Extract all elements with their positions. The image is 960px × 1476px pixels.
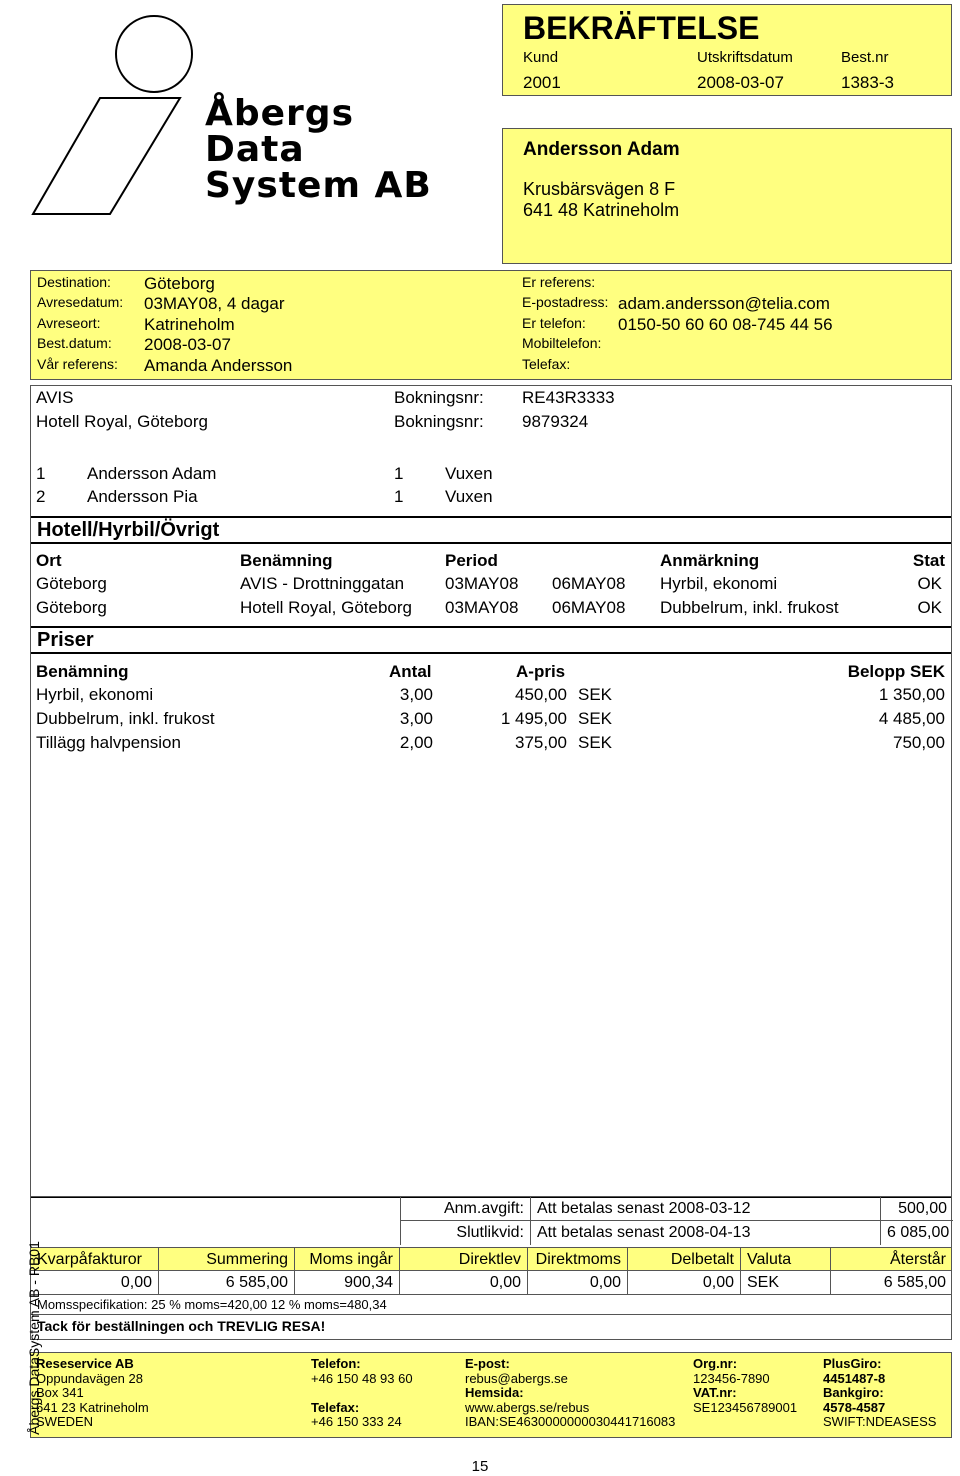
logo-line-3: System AB [205, 165, 432, 206]
logo-line-2: Data [205, 129, 305, 170]
your-phone-label: Er telefon: [522, 315, 586, 331]
side-footer-text: Åbergs DataSystem AB - RB01 [26, 1241, 42, 1435]
cell-apris: 375,00 [515, 733, 567, 752]
destination-value: Göteborg [144, 274, 215, 293]
col-benamning: Benämning [36, 662, 129, 681]
cell-stat: OK [917, 574, 942, 593]
travel-info [30, 270, 952, 380]
summary-direktmoms: 0,00 [528, 1271, 628, 1295]
cell-apris: 450,00 [515, 685, 567, 704]
fax-label: Telefax: [311, 1399, 360, 1415]
booking-number-label: Bokningsnr: [394, 388, 484, 407]
company-email[interactable]: rebus@abergs.se [465, 1370, 568, 1386]
company-website[interactable]: www.abergs.se/rebus [465, 1399, 590, 1415]
logo-line-1: Åbergs [205, 93, 354, 134]
cell-benamning: Dubbelrum, inkl. frukost [36, 709, 215, 728]
summary-direktlev: 0,00 [400, 1271, 528, 1295]
final-label: Slutlikvid: [401, 1221, 531, 1245]
cell-belopp: 750,00 [893, 733, 945, 752]
booking-number: RE43R3333 [522, 388, 615, 407]
cell-benamning: Hotell Royal, Göteborg [240, 598, 412, 617]
destination-label: Destination: [37, 274, 111, 290]
col-stat: Stat [912, 551, 945, 570]
traveler-number: 1 [36, 464, 46, 483]
plusgiro-label: PlusGiro: [823, 1356, 882, 1371]
col-belopp: Belopp SEK [847, 662, 945, 681]
website-label: Hemsida: [465, 1385, 524, 1400]
cell-ort: Göteborg [36, 574, 107, 593]
col-ort: Ort [36, 551, 62, 570]
table-row [31, 685, 951, 709]
traveler-row [31, 487, 951, 511]
summary-head-aterstar: Återstår [889, 1251, 946, 1268]
traveler-type: Vuxen [445, 464, 493, 483]
totals-footer [30, 1196, 952, 1340]
booking-row [31, 388, 951, 412]
col-antal: Antal [389, 662, 432, 681]
order-date-value: 2008-03-07 [144, 335, 231, 354]
summary-summering: 6 585,00 [159, 1271, 295, 1295]
traveler-name: Andersson Pia [87, 487, 198, 506]
traveler-row [31, 464, 951, 488]
company-name: Reseservice AB [36, 1356, 134, 1371]
departure-date-value: 03MAY08, 4 dagar [144, 294, 285, 313]
vat-specification: Momsspecifikation: 25 % moms=420,00 12 % moms=480,34 [37, 1297, 387, 1312]
table-row [31, 709, 951, 733]
cell-anmarkning: Dubbelrum, inkl. frukost [660, 598, 839, 617]
cell-period-from: 03MAY08 [445, 598, 519, 617]
thanks-message: Tack för beställningen och TREVLIG RESA! [37, 1318, 326, 1334]
col-anmarkning: Anmärkning [660, 551, 760, 570]
col-benamning: Benämning [240, 551, 333, 570]
cell-antal: 2,00 [399, 733, 433, 752]
final-text: Att betalas senast 2008-04-13 [531, 1221, 881, 1245]
cell-antal: 3,00 [399, 709, 433, 728]
bankgiro-label: Bankgiro: [823, 1385, 884, 1400]
cell-belopp: 1 350,00 [878, 685, 945, 704]
customer-street: Krusbärsvägen 8 F [523, 179, 676, 199]
company-contact [30, 1352, 952, 1438]
your-reference-label: Er referens: [522, 274, 596, 290]
cell-belopp: 4 485,00 [878, 709, 945, 728]
summary-head-direktmoms: Direktmoms [528, 1248, 628, 1272]
traveler-name: Andersson Adam [87, 464, 217, 483]
mobile-label: Mobiltelefon: [522, 335, 602, 351]
company-box: Box 341 [36, 1385, 84, 1400]
divider [31, 1314, 951, 1315]
company-country: SWEDEN [36, 1414, 94, 1429]
customer-address [502, 128, 952, 264]
company-org-number: 123456-7890 [693, 1370, 770, 1386]
company-iban: IBAN:SE4630000000030441716083 [465, 1414, 676, 1429]
summary-delbetalt: 0,00 [628, 1271, 741, 1295]
company-vat-number: SE123456789001 [693, 1399, 798, 1415]
cell-benamning: AVIS - Drottninggatan [240, 574, 405, 593]
summary-values [31, 1271, 951, 1295]
table-row [31, 574, 951, 598]
booking-name: Hotell Royal, Göteborg [36, 412, 208, 431]
order-number: 1383-3 [841, 73, 894, 92]
order-number-label: Best.nr [841, 49, 889, 66]
section-title-hotel: Hotell/Hyrbil/Övrigt [31, 516, 951, 544]
payment-block [400, 1197, 952, 1245]
summary-valuta: SEK [741, 1271, 831, 1295]
org-label: Org.nr: [693, 1356, 738, 1371]
summary-head-delbetalt: Delbetalt [628, 1248, 741, 1272]
company-fax: +46 150 333 24 [311, 1414, 402, 1429]
section-title-prices: Priser [31, 626, 951, 654]
hotel-table-header [31, 551, 951, 575]
company-plusgiro: 4451487-8 [823, 1370, 886, 1386]
summary-kvar: 0,00 [31, 1271, 159, 1295]
company-street: Oppundavägen 28 [36, 1370, 143, 1386]
fee-amount: 500,00 [881, 1197, 953, 1221]
booking-row [31, 412, 951, 436]
fax-label: Telefax: [522, 356, 571, 372]
customer-city: 641 48 Katrineholm [523, 200, 680, 220]
table-row [31, 598, 951, 622]
order-date-label: Best.datum: [37, 335, 112, 351]
cell-period-from: 03MAY08 [445, 574, 519, 593]
summary-moms: 900,34 [295, 1271, 400, 1295]
summary-header [31, 1247, 951, 1271]
traveler-number: 2 [36, 487, 46, 506]
email-value: adam.andersson@telia.com [618, 294, 830, 313]
customer-label: Kund [523, 49, 559, 66]
summary-head-kvar: Kvarpåfakturor [31, 1248, 159, 1272]
traveler-type: Vuxen [445, 487, 493, 506]
booking-number-label: Bokningsnr: [394, 412, 484, 431]
cell-period-to: 06MAY08 [552, 598, 626, 617]
cell-period-to: 06MAY08 [552, 574, 626, 593]
cell-ort: Göteborg [36, 598, 107, 617]
cell-currency: SEK [578, 733, 613, 752]
col-period: Period [445, 551, 498, 570]
col-apris: A-pris [516, 662, 566, 681]
page-title: BEKRÄFTELSE [523, 10, 760, 46]
email-label: E-postadress: [522, 294, 609, 310]
summary-head-valuta: Valuta [741, 1248, 831, 1272]
departure-place-value: Katrineholm [144, 315, 235, 334]
cell-currency: SEK [578, 709, 613, 728]
vat-label: VAT.nr: [693, 1385, 737, 1400]
company-swift: SWIFT:NDEASESS [823, 1414, 937, 1429]
summary-aterstar: 6 585,00 [883, 1274, 946, 1291]
traveler-count: 1 [394, 487, 404, 506]
departure-place-label: Avreseort: [37, 315, 101, 331]
customer-name: Andersson Adam [523, 139, 680, 160]
company-bankgiro: 4578-4587 [823, 1399, 886, 1415]
customer-number: 2001 [523, 73, 561, 92]
print-date: 2008-03-07 [697, 73, 784, 92]
summary-head-summering: Summering [159, 1248, 295, 1272]
table-row [31, 733, 951, 757]
cell-stat: OK [917, 598, 942, 617]
phone-label: Telefon: [311, 1356, 361, 1371]
our-reference-value: Amanda Andersson [144, 356, 293, 375]
prices-table-header [31, 662, 951, 686]
fee-text: Att betalas senast 2008-03-12 [531, 1197, 881, 1221]
final-amount: 6 085,00 [887, 1224, 950, 1241]
cell-apris: 1 495,00 [500, 709, 567, 728]
cell-benamning: Tillägg halvpension [36, 733, 181, 752]
summary-head-direktlev: Direktlev [400, 1248, 528, 1272]
phone-value: 0150-50 60 60 08-745 44 56 [618, 315, 833, 334]
logo-text [205, 93, 432, 206]
booking-body [30, 385, 952, 1197]
cell-anmarkning: Hyrbil, ekonomi [660, 574, 778, 593]
traveler-count: 1 [394, 464, 404, 483]
our-reference-label: Vår referens: [37, 356, 118, 372]
email-label: E-post: [465, 1356, 510, 1371]
company-city: 641 23 Katrineholm [36, 1399, 149, 1415]
cell-currency: SEK [578, 685, 613, 704]
cell-antal: 3,00 [399, 685, 433, 704]
page-number: 15 [471, 1458, 489, 1475]
cell-benamning: Hyrbil, ekonomi [36, 685, 154, 704]
summary-head-moms: Moms ingår [295, 1248, 400, 1272]
departure-date-label: Avresedatum: [37, 294, 124, 310]
booking-number: 9879324 [522, 412, 589, 431]
company-phone: +46 150 48 93 60 [311, 1370, 413, 1386]
booking-name: AVIS [36, 388, 74, 407]
logo-mark [30, 14, 210, 218]
confirmation-header [502, 4, 952, 96]
print-date-label: Utskriftsdatum [697, 49, 793, 66]
fee-label: Anm.avgift: [401, 1197, 531, 1221]
